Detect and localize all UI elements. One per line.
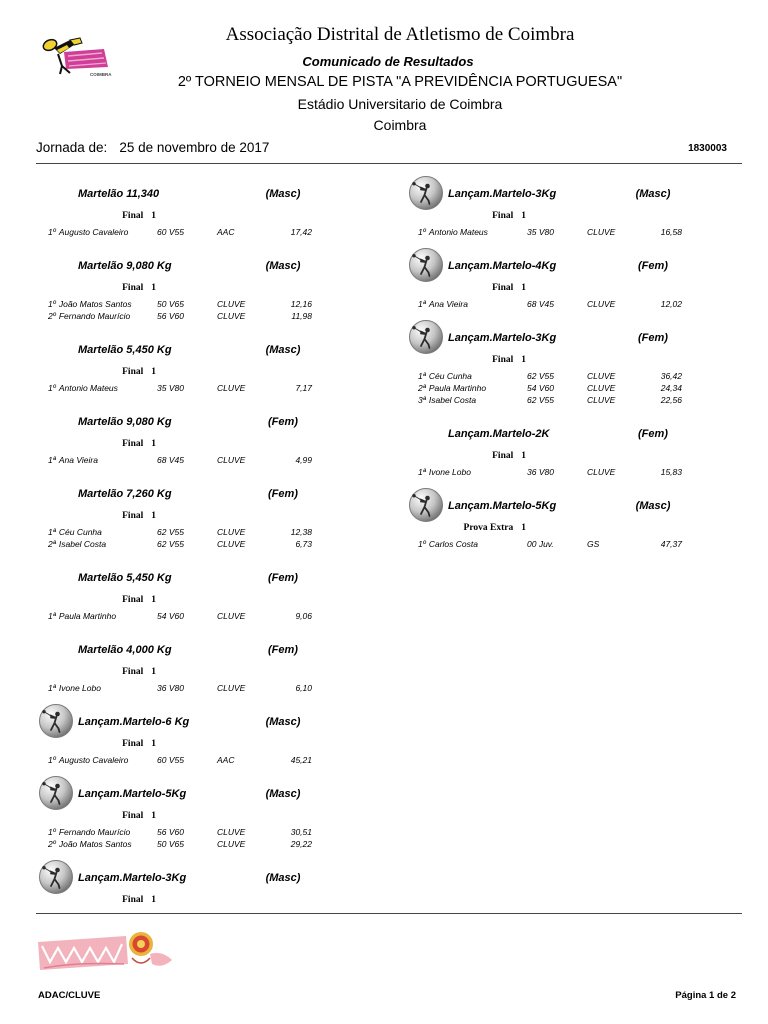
event-gender: (Fem) <box>638 332 668 344</box>
result-row <box>408 226 698 238</box>
athlete-name: Ivone Lobo <box>58 683 101 693</box>
athlete <box>48 310 130 322</box>
athlete-name: Carlos Costa <box>428 539 478 549</box>
athlete-name: Ana Vieira <box>58 455 98 465</box>
results-column-right <box>408 183 698 567</box>
event-header <box>38 339 328 361</box>
results-list <box>38 526 328 550</box>
athlete <box>48 826 130 838</box>
athlete <box>418 382 486 394</box>
age-class: 50 V65 <box>157 839 184 849</box>
athlete <box>48 838 132 850</box>
event-title: Lançam.Martelo-3Kg <box>78 872 187 884</box>
event-header <box>38 183 328 205</box>
event-title: Lançam.Martelo-3Kg <box>448 188 557 200</box>
event-block <box>38 867 328 908</box>
age-class: 60 V55 <box>157 227 184 237</box>
mark: 7,17 <box>295 383 312 393</box>
event-header <box>38 255 328 277</box>
result-row <box>408 538 698 550</box>
event-block <box>38 783 328 850</box>
rank: 1ª <box>48 527 56 537</box>
round-number: 1 <box>151 367 156 377</box>
athlete-name: Céu Cunha <box>58 527 102 537</box>
event-header <box>408 423 698 445</box>
mark: 29,22 <box>290 839 312 849</box>
round-label: Final <box>122 211 144 221</box>
event-title: Lançam.Martelo-2K <box>448 428 550 440</box>
event-gender: (Fem) <box>268 572 298 584</box>
event-gender: (Masc) <box>635 500 671 512</box>
age-class: 36 V80 <box>157 683 184 693</box>
results-list <box>38 382 328 394</box>
round-number: 1 <box>151 511 156 521</box>
round-label: Final <box>492 211 514 221</box>
event-header <box>408 183 698 205</box>
rank: 1º <box>48 827 56 837</box>
footer-clubs: ADAC/CLUVE <box>38 990 101 1001</box>
event-round <box>408 449 526 464</box>
club: GS <box>587 539 600 549</box>
event-round <box>38 209 156 224</box>
event-title: Martelão 9,080 Kg <box>78 260 172 272</box>
round-number: 1 <box>151 667 156 677</box>
result-row <box>38 526 328 538</box>
age-class: 62 V55 <box>157 539 184 549</box>
mark: 12,16 <box>290 299 312 309</box>
athlete-name: Fernando Maurício <box>58 311 131 321</box>
venue-name: Estádio Universitario de Coimbra <box>297 96 503 112</box>
mark: 36,42 <box>660 371 682 381</box>
results-list <box>408 466 698 478</box>
result-row <box>38 538 328 550</box>
mark: 47,37 <box>660 539 682 549</box>
results-column-left <box>38 183 328 925</box>
club: CLUVE <box>217 839 246 849</box>
event-gender: (Masc) <box>265 788 301 800</box>
athlete-name: Antonio Mateus <box>428 227 488 237</box>
event-gender: (Fem) <box>268 416 298 428</box>
event-block <box>38 255 328 322</box>
rank: 1º <box>418 227 426 237</box>
results-list <box>408 226 698 238</box>
round-label: Final <box>492 355 514 365</box>
event-header <box>38 567 328 589</box>
club: CLUVE <box>217 527 246 537</box>
athlete <box>48 526 102 538</box>
mark: 12,02 <box>660 299 682 309</box>
event-round <box>38 893 156 908</box>
document-subtitle: Comunicado de Resultados <box>302 54 474 69</box>
rank: 2º <box>48 311 56 321</box>
age-class: 54 V60 <box>527 383 554 393</box>
athlete-name: João Matos Santos <box>58 299 132 309</box>
event-gender: (Masc) <box>265 260 301 272</box>
mark: 16,58 <box>660 227 682 237</box>
round-number: 1 <box>151 595 156 605</box>
rank: 1º <box>48 227 56 237</box>
club: CLUVE <box>587 371 616 381</box>
sponsor-logo <box>36 924 176 984</box>
result-row <box>38 682 328 694</box>
age-class: 54 V60 <box>157 611 184 621</box>
event-title: Martelão 11,340 <box>78 188 160 200</box>
athlete <box>418 298 468 310</box>
mark: 11,98 <box>291 311 312 321</box>
athlete-name: Isabel Costa <box>58 539 107 549</box>
jornada-line <box>36 139 269 157</box>
event-header <box>38 867 328 889</box>
athlete <box>418 226 488 238</box>
round-label: Final <box>122 595 144 605</box>
athlete <box>48 454 98 466</box>
round-label: Final <box>492 451 514 461</box>
age-class: 36 V80 <box>527 467 554 477</box>
mark: 15,83 <box>660 467 682 477</box>
organization-title: Associação Distrital de Atletismo de Coimbra <box>225 24 575 45</box>
round-number: 1 <box>151 895 156 905</box>
event-title: Martelão 9,080 Kg <box>78 416 172 428</box>
results-list <box>38 682 328 694</box>
event-round <box>38 737 156 752</box>
athlete-name: Augusto Cavaleiro <box>58 755 129 765</box>
athlete-name: Isabel Costa <box>428 395 477 405</box>
results-list <box>408 298 698 310</box>
rank: 1ª <box>418 467 426 477</box>
result-row <box>408 298 698 310</box>
athlete-name: Antonio Mateus <box>58 383 118 393</box>
results-list <box>38 226 328 238</box>
round-label: Final <box>122 895 144 905</box>
event-round <box>38 437 156 452</box>
athlete-name: João Matos Santos <box>58 839 132 849</box>
results-list <box>38 754 328 766</box>
athlete <box>48 226 128 238</box>
age-class: 62 V55 <box>157 527 184 537</box>
rank: 1ª <box>48 683 56 693</box>
rank: 2ª <box>48 539 56 549</box>
mark: 17,42 <box>290 227 312 237</box>
athlete-name: Fernando Maurício <box>58 827 131 837</box>
result-row <box>38 226 328 238</box>
event-gender: (Fem) <box>638 260 668 272</box>
age-class: 35 V80 <box>157 383 184 393</box>
rank: 1º <box>48 755 56 765</box>
rank: 1ª <box>418 299 426 309</box>
rank: 1º <box>418 539 426 549</box>
event-round <box>38 509 156 524</box>
round-number: 1 <box>521 283 526 293</box>
event-title: Lançam.Martelo-5Kg <box>448 500 557 512</box>
rank: 1º <box>48 383 56 393</box>
age-class: 62 V55 <box>527 371 554 381</box>
round-number: 1 <box>521 211 526 221</box>
document-code: 1830003 <box>688 143 727 154</box>
club: CLUVE <box>587 395 616 405</box>
event-block <box>38 183 328 238</box>
rank: 2º <box>48 839 56 849</box>
event-round <box>38 593 156 608</box>
athlete-name: Ana Vieira <box>428 299 468 309</box>
event-title: Lançam.Martelo-6 Kg <box>78 716 190 728</box>
athlete-name: Ivone Lobo <box>428 467 471 477</box>
event-header <box>38 411 328 433</box>
event-gender: (Masc) <box>265 344 301 356</box>
club: CLUVE <box>587 227 616 237</box>
round-number: 1 <box>521 355 526 365</box>
mark: 22,56 <box>660 395 682 405</box>
event-header <box>38 711 328 733</box>
club: CLUVE <box>217 383 246 393</box>
mark: 9,06 <box>295 611 312 621</box>
event-title: Martelão 7,260 Kg <box>78 488 172 500</box>
club: CLUVE <box>217 455 246 465</box>
round-number: 1 <box>151 811 156 821</box>
round-number: 1 <box>521 523 526 533</box>
mark: 30,51 <box>290 827 312 837</box>
age-class: 35 V80 <box>527 227 554 237</box>
event-gender: (Masc) <box>265 872 301 884</box>
event-block <box>408 327 698 406</box>
result-row <box>38 310 328 322</box>
mark: 6,10 <box>295 683 312 693</box>
mark: 45,21 <box>290 755 312 765</box>
event-header <box>38 483 328 505</box>
rank: 2ª <box>418 383 426 393</box>
results-list <box>38 610 328 622</box>
results-list <box>408 370 698 406</box>
results-list <box>408 538 698 550</box>
mark: 4,99 <box>295 455 312 465</box>
result-row <box>38 610 328 622</box>
event-block <box>38 339 328 394</box>
athlete <box>48 298 132 310</box>
age-class: 50 V65 <box>157 299 184 309</box>
club: CLUVE <box>217 683 246 693</box>
event-title: Lançam.Martelo-3Kg <box>448 332 557 344</box>
rank: 1ª <box>48 611 56 621</box>
club: CLUVE <box>217 299 246 309</box>
athlete-name: Paula Martinho <box>58 611 117 621</box>
club: CLUVE <box>217 827 246 837</box>
round-label: Final <box>122 811 144 821</box>
round-number: 1 <box>151 211 156 221</box>
rank: 1ª <box>48 455 56 465</box>
mark: 12,38 <box>290 527 312 537</box>
round-label: Final <box>122 667 144 677</box>
club: AAC <box>217 755 235 765</box>
event-block <box>38 711 328 766</box>
result-row <box>38 754 328 766</box>
results-list <box>38 298 328 322</box>
result-row <box>38 298 328 310</box>
club: CLUVE <box>587 467 616 477</box>
page-number: Página 1 de 2 <box>675 990 736 1001</box>
jornada-date: 25 de novembro de 2017 <box>119 140 270 155</box>
club: CLUVE <box>217 611 246 621</box>
age-class: 60 V55 <box>157 755 184 765</box>
result-row <box>38 454 328 466</box>
event-block <box>38 483 328 550</box>
results-list <box>38 454 328 466</box>
round-number: 1 <box>521 451 526 461</box>
result-row <box>408 370 698 382</box>
event-round <box>408 353 526 368</box>
athlete-name: Paula Martinho <box>428 383 487 393</box>
athlete <box>48 382 118 394</box>
event-block <box>408 423 698 478</box>
logo-lettering: COIMBRA <box>90 72 112 77</box>
round-label: Final <box>122 283 144 293</box>
athlete-name: Augusto Cavaleiro <box>58 227 129 237</box>
city-name: Coimbra <box>373 117 427 133</box>
round-number: 1 <box>151 439 156 449</box>
event-gender: (Masc) <box>265 716 301 728</box>
event-block <box>408 495 698 550</box>
rank: 3ª <box>418 395 426 405</box>
rank: 1º <box>48 299 56 309</box>
event-round <box>38 665 156 680</box>
event-title: Martelão 5,450 Kg <box>78 344 172 356</box>
athlete <box>418 394 476 406</box>
event-round <box>38 809 156 824</box>
athlete <box>418 538 478 550</box>
round-number: 1 <box>151 739 156 749</box>
event-title: Lançam.Martelo-4Kg <box>448 260 557 272</box>
header-divider <box>36 163 742 164</box>
athlete <box>48 682 101 694</box>
club: AAC <box>217 227 235 237</box>
athlete <box>48 754 128 766</box>
mark: 24,34 <box>660 383 682 393</box>
age-class: 68 V45 <box>527 299 554 309</box>
result-row <box>408 394 698 406</box>
age-class: 56 V60 <box>157 311 184 321</box>
age-class: 00 Juv. <box>527 539 554 549</box>
event-gender: (Masc) <box>265 188 301 200</box>
event-title: Martelão 4,000 Kg <box>78 644 172 656</box>
round-label: Prova Extra <box>463 523 514 533</box>
event-title: Lançam.Martelo-5Kg <box>78 788 187 800</box>
round-label: Final <box>122 367 144 377</box>
age-class: 68 V45 <box>157 455 184 465</box>
event-block <box>408 183 698 238</box>
result-row <box>408 466 698 478</box>
tournament-name: 2º TORNEIO MENSAL DE PISTA "A PREVIDÊNCIA PORTUGUESA" <box>177 74 623 90</box>
mark: 6,73 <box>295 539 312 549</box>
event-round <box>38 281 156 296</box>
event-header <box>38 783 328 805</box>
age-class: 62 V55 <box>527 395 554 405</box>
rank: 1ª <box>418 371 426 381</box>
event-title: Martelão 5,450 Kg <box>78 572 172 584</box>
athlete-name: Céu Cunha <box>428 371 472 381</box>
result-row <box>408 382 698 394</box>
jornada-label: Jornada de: <box>36 140 108 155</box>
event-gender: (Masc) <box>635 188 671 200</box>
event-gender: (Fem) <box>638 428 668 440</box>
club: CLUVE <box>217 311 246 321</box>
round-label: Final <box>122 439 144 449</box>
event-block <box>38 639 328 694</box>
athlete <box>418 370 472 382</box>
round-label: Final <box>492 283 514 293</box>
result-row <box>38 838 328 850</box>
event-round <box>408 281 526 296</box>
result-row <box>38 826 328 838</box>
round-label: Final <box>122 511 144 521</box>
event-header <box>408 495 698 517</box>
club: CLUVE <box>217 539 246 549</box>
event-block <box>408 255 698 310</box>
event-block <box>38 567 328 622</box>
event-round <box>408 521 526 536</box>
athlete <box>48 538 106 550</box>
round-label: Final <box>122 739 144 749</box>
athlete <box>48 610 116 622</box>
athlete <box>418 466 471 478</box>
event-block <box>38 411 328 466</box>
event-header <box>38 639 328 661</box>
event-header <box>408 327 698 349</box>
event-round <box>408 209 526 224</box>
event-gender: (Fem) <box>268 644 298 656</box>
result-row <box>38 382 328 394</box>
club: CLUVE <box>587 383 616 393</box>
round-number: 1 <box>151 283 156 293</box>
event-gender: (Fem) <box>268 488 298 500</box>
footer-divider <box>36 913 742 914</box>
event-round <box>38 365 156 380</box>
club: CLUVE <box>587 299 616 309</box>
event-header <box>408 255 698 277</box>
age-class: 56 V60 <box>157 827 184 837</box>
results-list <box>38 826 328 850</box>
